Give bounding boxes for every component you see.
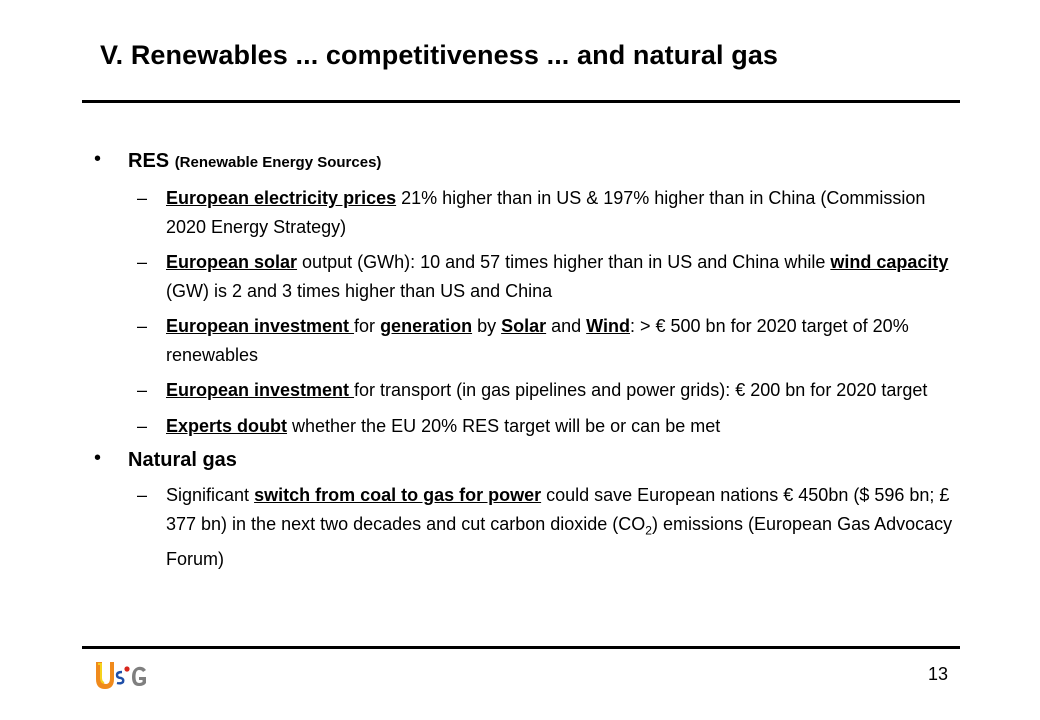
bullet-dot-icon: • xyxy=(94,447,102,469)
dash-marker: – xyxy=(137,316,148,336)
slide-body xyxy=(82,148,962,580)
body-text: and xyxy=(546,316,587,336)
res-item-solar-wind xyxy=(82,248,962,305)
bullet-dot-icon: • xyxy=(94,148,102,170)
bullet-res xyxy=(82,148,962,176)
slide-title: V. Renewables ... competitiveness ... and natural gas xyxy=(100,40,779,70)
body-text: ) emissions (European Gas Advocacy Forum) xyxy=(166,513,953,569)
res-item-experts-doubt xyxy=(82,412,962,441)
body-text: 21% higher than in US & 197% higher than in China (Commission 2020 Energy Strategy) xyxy=(166,188,926,237)
body-text: for transport (in gas pipelines and power grids): € 200 bn for 2020 target xyxy=(354,380,928,400)
res-item-electricity-prices xyxy=(82,184,962,241)
dash-marker: – xyxy=(137,252,148,272)
gas-heading: Natural gas xyxy=(128,449,237,471)
dash-marker: – xyxy=(137,485,148,505)
body-text: Significant xyxy=(166,485,255,505)
res-heading: RES xyxy=(128,150,170,172)
dash-marker: – xyxy=(137,415,148,436)
emph-text: European investment xyxy=(166,316,355,336)
emph-text: generation xyxy=(380,316,473,336)
body-text: for xyxy=(354,316,381,336)
subscript-text: 2 xyxy=(645,523,652,538)
dash-marker: – xyxy=(137,188,148,208)
company-logo xyxy=(90,658,154,692)
emph-text: European solar xyxy=(166,252,298,272)
body-text: could save European nations € 450bn ($ 596 bn; £ 377 bn) in the next two decades and cut carbon dioxide (CO xyxy=(166,485,950,534)
bullet-natural-gas xyxy=(82,447,962,473)
emph-text: Wind xyxy=(586,316,630,336)
footer-divider xyxy=(82,646,960,649)
emph-text: Experts doubt xyxy=(166,415,288,436)
res-item-investment-generation xyxy=(82,312,962,369)
dash-marker: – xyxy=(137,380,148,400)
emph-text: Solar xyxy=(501,316,547,336)
body-text: whether the EU 20% RES target will be or can be met xyxy=(287,415,721,436)
res-heading-note: (Renewable Energy Sources) xyxy=(174,154,382,171)
emph-text: European electricity prices xyxy=(166,188,397,208)
res-item-investment-transport xyxy=(82,376,962,405)
emph-text: European investment xyxy=(166,380,355,400)
page-number: 13 xyxy=(928,664,949,684)
body-text: output (GWh): 10 and 57 times higher than in US and China while xyxy=(297,252,831,272)
emph-text: wind capacity xyxy=(830,252,949,272)
ugsg-logo-icon xyxy=(90,658,154,692)
title-divider xyxy=(82,100,960,103)
body-text: (GW) is 2 and 3 times higher than US and China xyxy=(166,280,553,301)
body-text: : > € 500 bn for 2020 target of 20% renewables xyxy=(166,316,909,365)
gas-item-coal-to-gas xyxy=(82,481,962,573)
emph-text: switch from coal to gas for power xyxy=(254,485,542,505)
body-text: by xyxy=(472,316,502,336)
